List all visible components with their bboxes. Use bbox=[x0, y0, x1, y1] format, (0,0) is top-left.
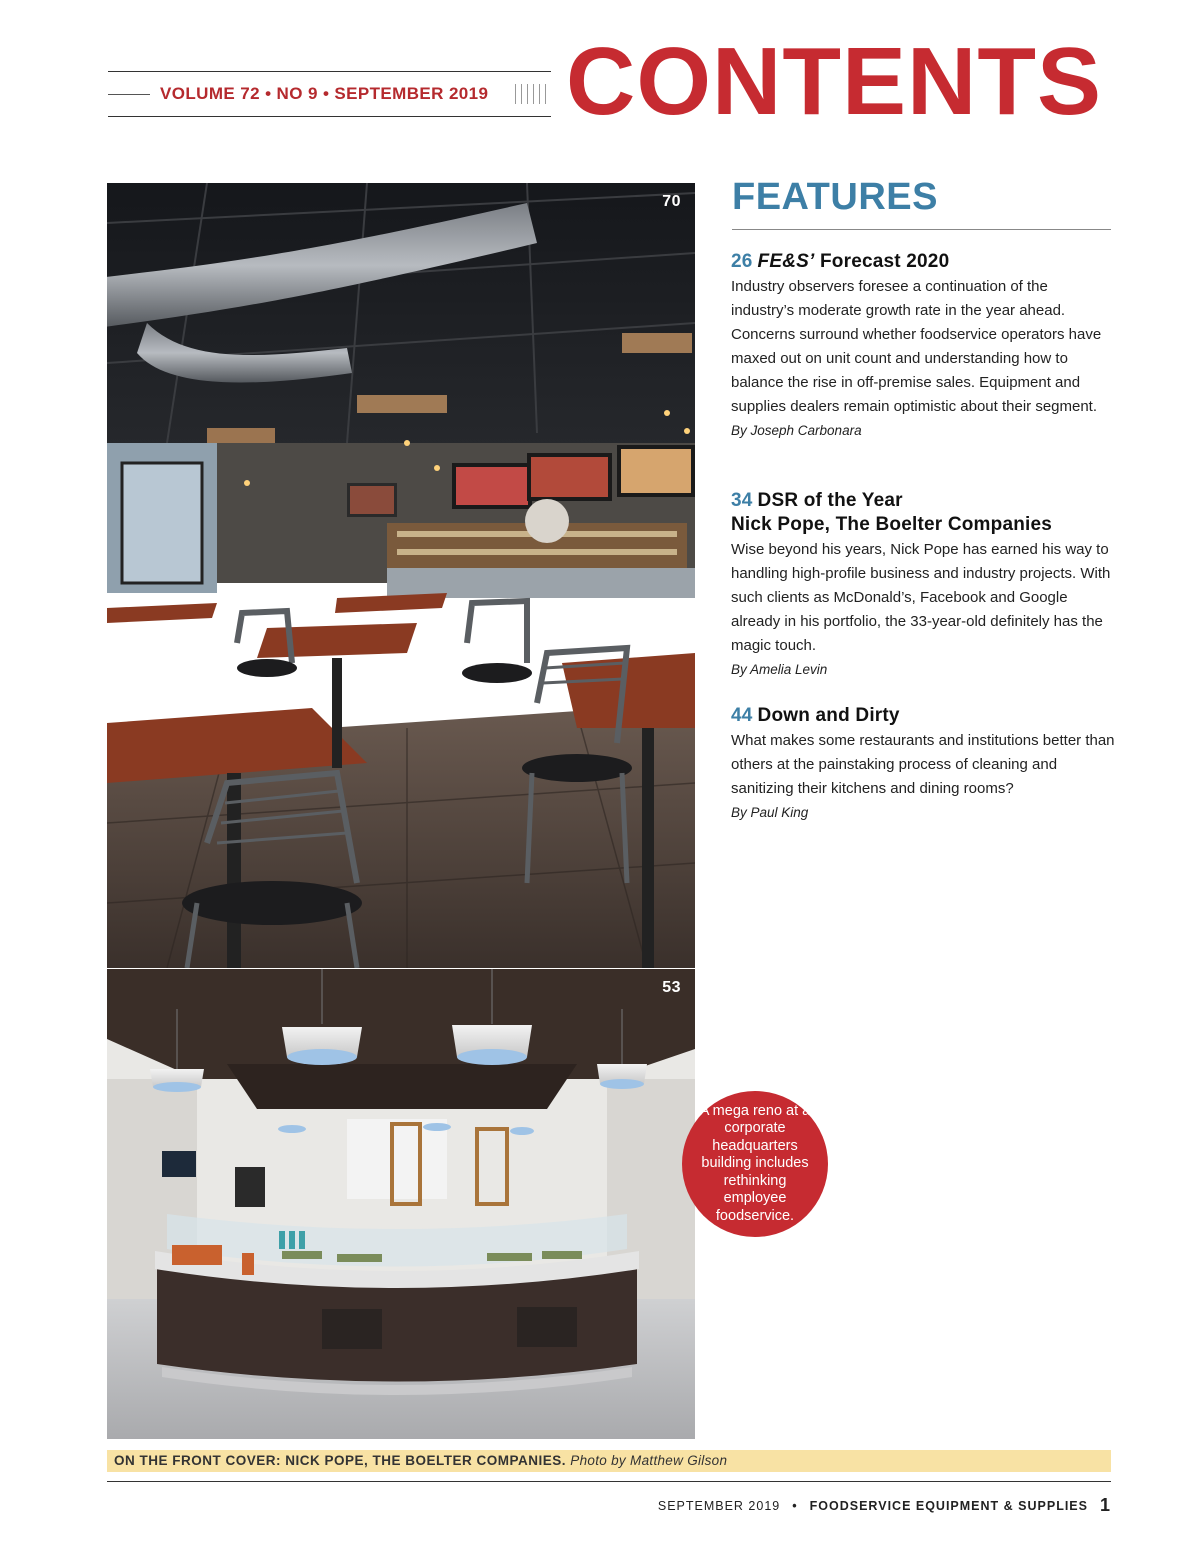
article-forecast[interactable] bbox=[731, 250, 1115, 441]
article-page-number: 26 bbox=[731, 251, 753, 272]
masthead-bottom-rule bbox=[108, 116, 551, 117]
article-summary: Industry observers foresee a continuation of the industry’s moderate growth rate in the year ahead. Concerns surround whether foodservice operators have maxed out on unit count and understanding how to balance the rise in off-premise sales. Equipment and supplies dealers remain optimistic about their segment. bbox=[731, 278, 1102, 415]
footer-date: SEPTEMBER 2019 bbox=[657, 1499, 781, 1513]
article-title[interactable] bbox=[731, 489, 1115, 537]
photo-page-number: 53 bbox=[662, 979, 681, 996]
article-summary: Wise beyond his years, Nick Pope has earned his way to handling high-profile business and industry projects. With such clients as McDonald’s, Facebook and Google already in his portfolio, the 33-year-old definitely has the magic touch. bbox=[731, 541, 1111, 654]
page-footer bbox=[658, 1494, 1111, 1515]
masthead-top-rule bbox=[108, 71, 551, 72]
features-heading: FEATURES bbox=[732, 176, 938, 218]
photo-credit: Photo by Matthew Gilson bbox=[570, 1453, 728, 1468]
article-down-and-dirty[interactable] bbox=[731, 704, 1115, 823]
article-dsr-of-the-year[interactable] bbox=[731, 489, 1115, 680]
article-title-line2: Nick Pope, The Boelter Companies bbox=[731, 514, 1053, 535]
footer-rule bbox=[107, 1481, 1111, 1482]
page-number: 1 bbox=[1099, 1495, 1111, 1515]
callout-text: A mega reno at a corporate headquarters building includes rethinking employee foodservice. bbox=[699, 1102, 811, 1224]
restaurant-photo bbox=[107, 183, 695, 968]
issue-line: VOLUME 72 • NO 9 • SEPTEMBER 2019 bbox=[160, 84, 489, 103]
masthead-tick-marks bbox=[515, 84, 551, 104]
article-page-number: 34 bbox=[731, 490, 753, 511]
article-byline: By Joseph Carbonara bbox=[731, 423, 862, 438]
photo-page-number: 70 bbox=[662, 193, 681, 210]
article-page-number: 44 bbox=[731, 705, 753, 726]
footer-separator: • bbox=[792, 1499, 798, 1513]
cover-label: ON THE FRONT COVER: NICK POPE, THE BOELTER COMPANIES. bbox=[114, 1453, 567, 1468]
article-title[interactable] bbox=[731, 250, 1115, 274]
article-title-italic: FE&S’ bbox=[757, 251, 815, 272]
page-title: CONTENTS bbox=[566, 28, 1102, 135]
masthead-dash bbox=[108, 94, 150, 95]
publication-name: FOODSERVICE EQUIPMENT & SUPPLIES bbox=[809, 1499, 1088, 1513]
cafeteria-photo bbox=[107, 969, 695, 1439]
article-byline: By Amelia Levin bbox=[731, 662, 828, 677]
callout-bubble bbox=[682, 1091, 828, 1237]
article-title-text: Down and Dirty bbox=[757, 705, 900, 726]
article-byline: By Paul King bbox=[731, 805, 809, 820]
article-summary: What makes some restaurants and institutions better than others at the painstaking process of cleaning and sanitizing their kitchens and dining rooms? bbox=[731, 732, 1115, 797]
front-cover-caption bbox=[107, 1450, 1111, 1472]
article-title-rest: Forecast 2020 bbox=[819, 251, 950, 272]
features-rule bbox=[732, 229, 1111, 230]
article-title-line1: DSR of the Year bbox=[757, 490, 903, 511]
article-title[interactable] bbox=[731, 704, 1115, 728]
